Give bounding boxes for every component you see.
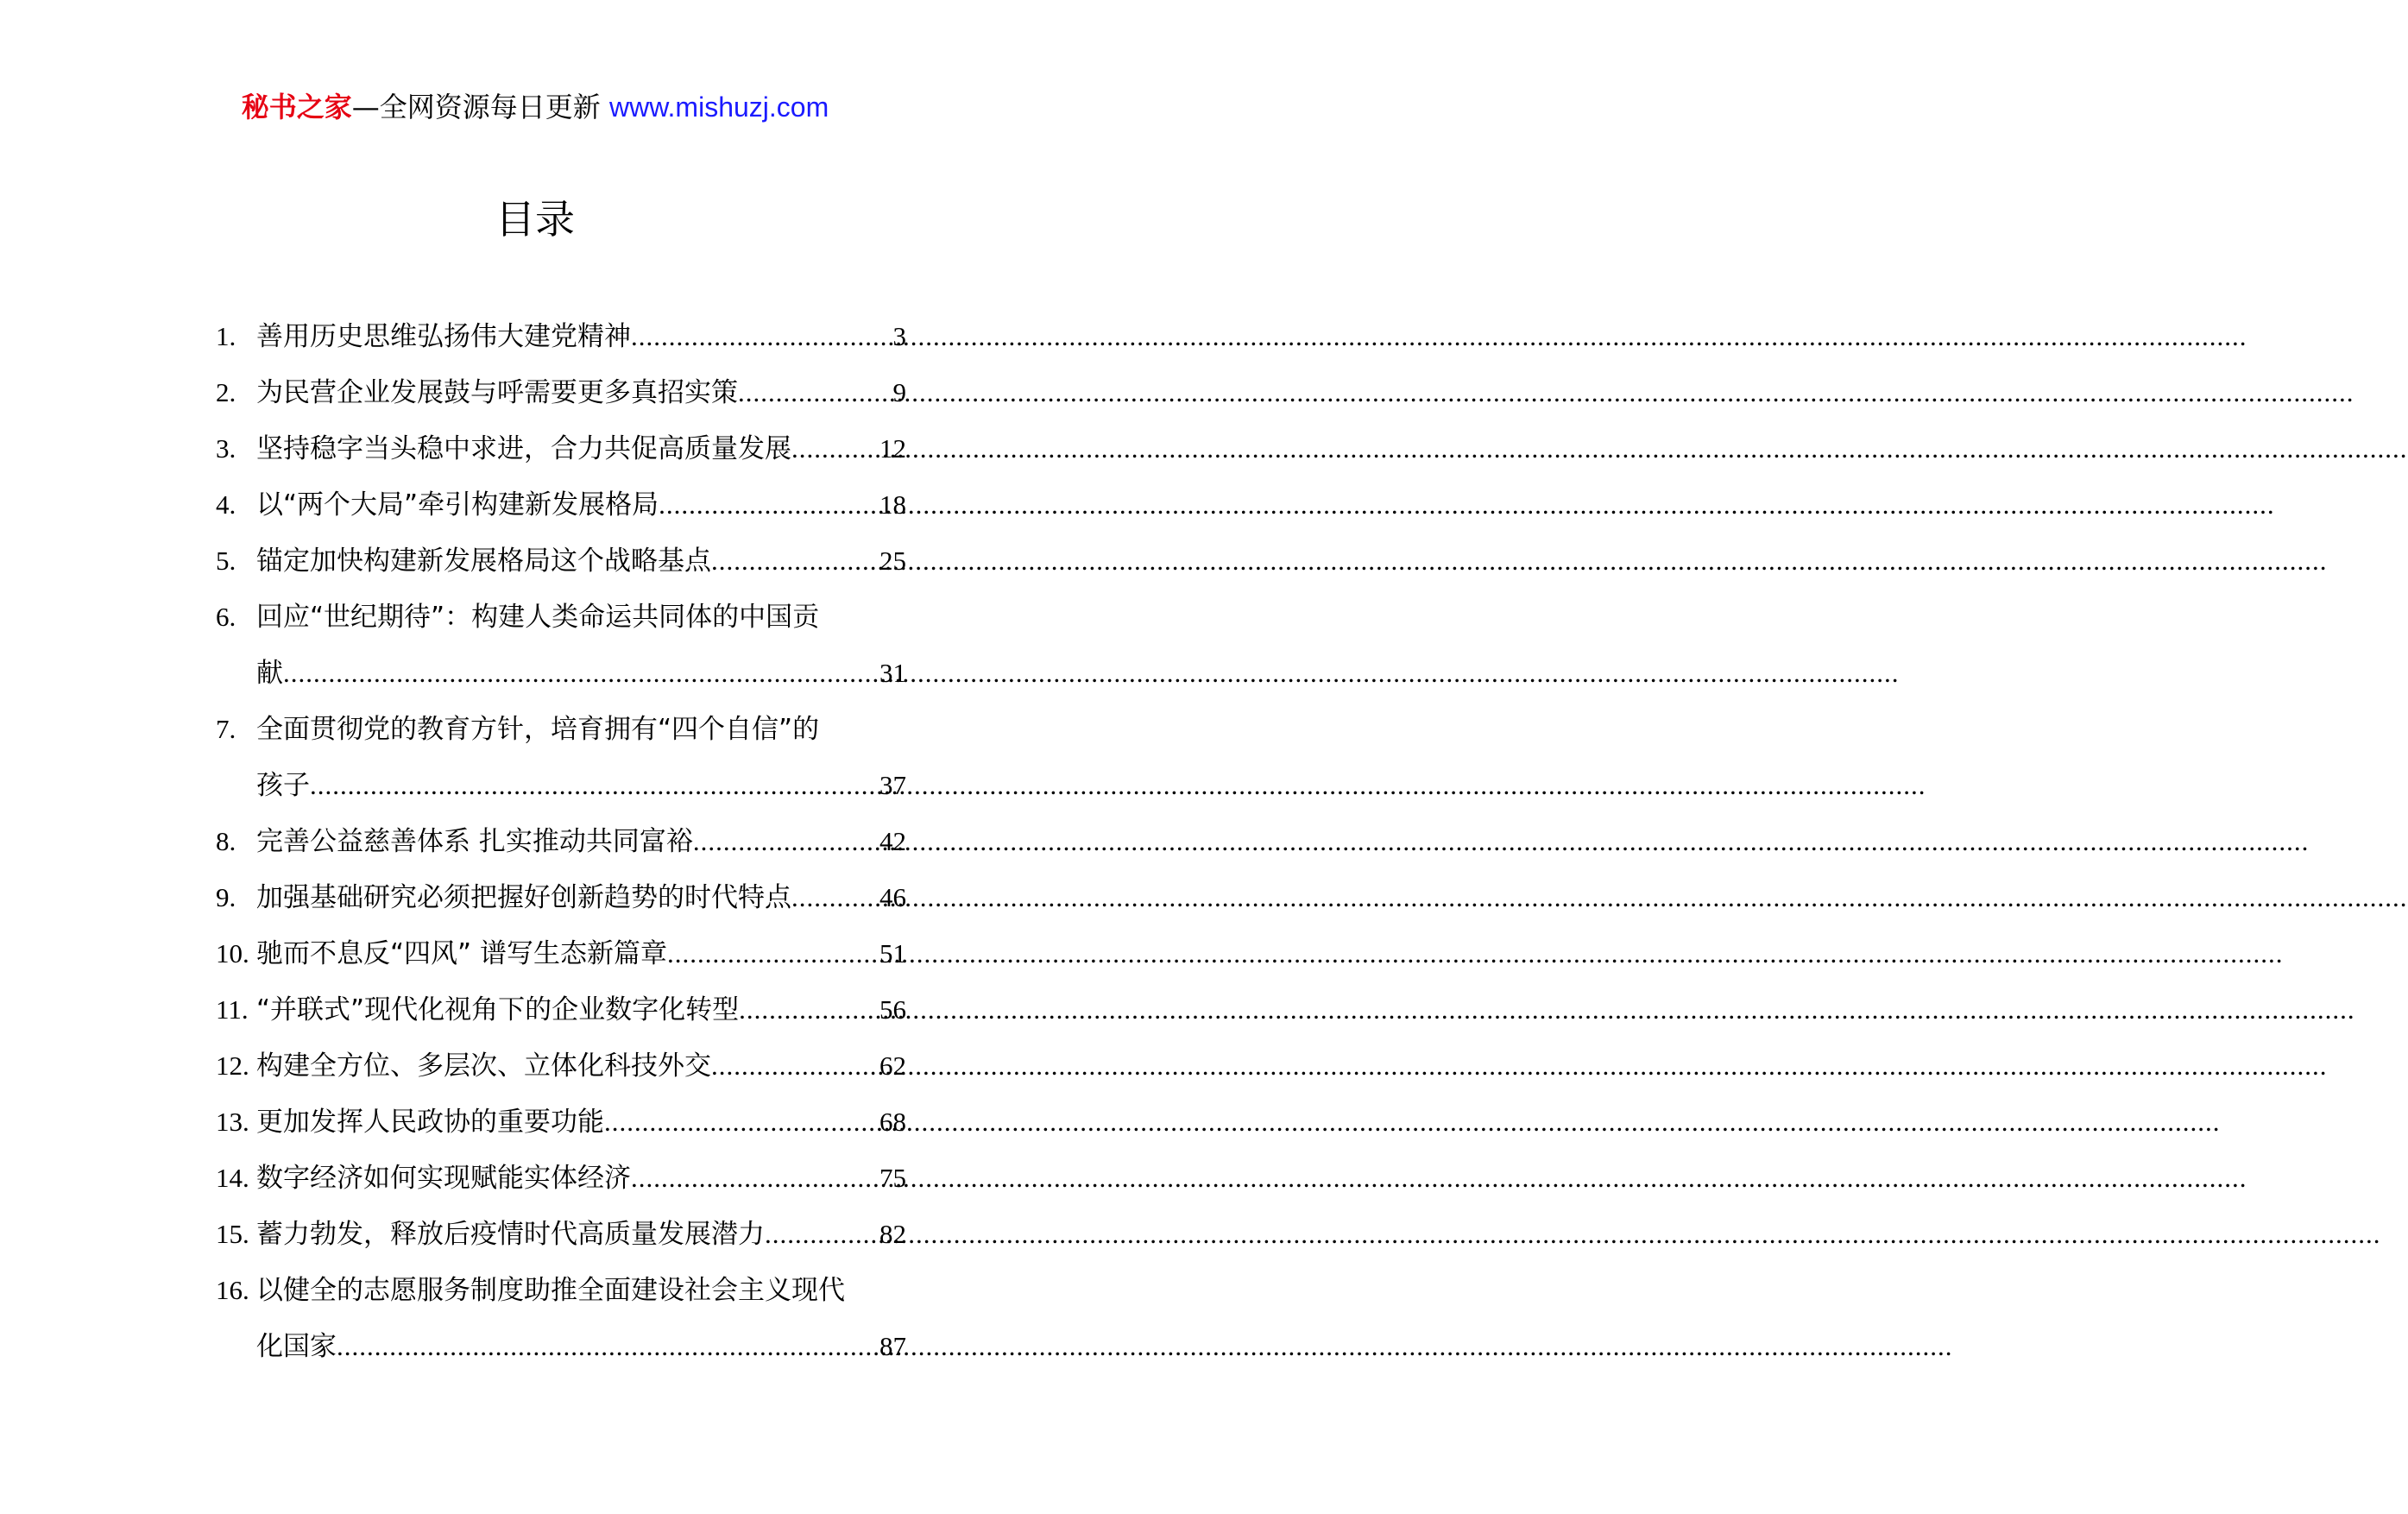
toc-entry-title: 化国家 [256,1331,337,1362]
toc-line [216,476,906,533]
toc-entry-number: 13. [216,1107,249,1137]
toc-leader-dots [739,981,878,1038]
toc-entry-title: 以健全的志愿服务制度助推全面建设社会主义现代 [256,1275,845,1306]
toc-page-number: 37 [879,770,906,800]
toc-line [216,1262,906,1318]
toc-line [216,869,906,925]
toc-leader-dots [738,364,892,420]
toc-leader-dots [693,813,878,869]
toc-line [216,1318,906,1374]
toc-entry-number: 15. [216,1219,249,1249]
toc-entry-number: 6. [216,602,236,632]
toc-entry-number: 3. [216,433,236,464]
toc-entry-title: 献 [256,658,283,689]
toc-entry[interactable] [216,869,906,925]
brand-name: 秘书之家 [241,91,352,123]
toc-entry-title: 坚持稳字当头稳中求进，合力共促高质量发展 [256,433,791,464]
toc-entry[interactable] [216,476,906,533]
toc-page-number: 25 [879,546,906,576]
toc-page-number: 68 [879,1107,906,1137]
toc-line [216,589,906,645]
toc-leader-dots [791,869,878,925]
toc-entry-title: 锚定加快构建新发展格局这个战略基点 [256,546,711,577]
toc-page-number: 56 [879,994,906,1025]
toc-leader-dots [604,1094,878,1150]
toc-leader-dots [337,1318,878,1374]
toc-entry[interactable] [216,813,906,869]
toc-entry-number: 11. [216,994,249,1025]
toc-entry[interactable] [216,1150,906,1206]
toc-entry-title: 蓄力勃发，释放后疫情时代高质量发展潜力 [256,1219,765,1250]
toc-entry-title: 回应“世纪期待”：构建人类命运共同体的中国贡 [256,602,820,633]
toc-line [216,981,906,1038]
toc-leader-dots [711,533,878,589]
toc-page-number: 3 [892,321,906,351]
toc-entry[interactable] [216,1262,906,1374]
toc-entry[interactable] [216,1094,906,1150]
toc-entry-number: 16. [216,1275,249,1305]
toc-line [216,757,906,813]
toc-entry-number: 10. [216,938,249,968]
toc-page-number: 62 [879,1050,906,1081]
toc-line [216,420,906,476]
toc-line [216,1150,906,1206]
toc-line [216,813,906,869]
toc-line [216,533,906,589]
toc-page-number: 51 [879,938,906,968]
toc-entry-title: 孩子 [256,770,310,801]
toc-entry[interactable] [216,1206,906,1262]
toc-entry-number: 4. [216,489,236,520]
toc-line [216,645,906,701]
toc-entry[interactable] [216,589,906,701]
site-header [0,86,1070,128]
toc-entry-number: 8. [216,826,236,856]
toc-entry-title: 加强基础研究必须把握好创新趋势的时代特点 [256,882,791,913]
toc-entry[interactable] [216,1038,906,1094]
toc-entry[interactable] [216,308,906,364]
toc-entry-number: 1. [216,321,236,351]
toc-page-number: 82 [879,1219,906,1249]
toc-line [216,701,906,757]
toc-entry-title: 构建全方位、多层次、立体化科技外交 [256,1050,711,1082]
toc-entry-title: 数字经济如何实现赋能实体经济 [256,1163,631,1194]
toc-page-number: 75 [879,1163,906,1193]
toc-entry-title: 驰而不息反“四风” 谱写生态新篇章 [256,938,667,969]
toc-leader-dots [667,925,878,981]
toc-entry-number: 7. [216,714,236,744]
toc-leader-dots [310,757,878,813]
toc-entry[interactable] [216,701,906,813]
toc-line [216,308,906,364]
toc-entry-number: 14. [216,1163,249,1193]
toc-line [216,364,906,420]
toc-entry-title: 全面贯彻党的教育方针，培育拥有“四个自信”的 [256,714,820,745]
toc-leader-dots [283,645,878,701]
toc-entry[interactable] [216,533,906,589]
toc-leader-dots [711,1038,878,1094]
toc-page-number: 31 [879,658,906,688]
toc-page-number: 12 [879,433,906,464]
toc-leader-dots [631,308,892,364]
toc-entry-title: 为民营企业发展鼓与呼需要更多真招实策 [256,377,738,408]
toc-leader-dots [791,420,878,476]
header-tagline: —全网资源每日更新 [351,91,601,123]
toc-leader-dots [659,476,878,533]
toc-entry[interactable] [216,981,906,1038]
toc-entry-number: 2. [216,377,236,407]
toc-entry[interactable] [216,925,906,981]
table-of-contents [216,308,906,1374]
toc-entry[interactable] [216,420,906,476]
toc-line [216,1094,906,1150]
toc-entry-title: 以“两个大局”牵引构建新发展格局 [256,489,659,520]
toc-page-number: 46 [879,882,906,912]
toc-page-number: 42 [879,826,906,856]
toc-entry-number: 12. [216,1050,249,1081]
page-title: 目录 [495,196,575,243]
toc-leader-dots [765,1206,878,1262]
toc-line [216,925,906,981]
toc-entry[interactable] [216,364,906,420]
toc-entry-title: 善用历史思维弘扬伟大建党精神 [256,321,631,352]
toc-line [216,1038,906,1094]
toc-entry-title: 更加发挥人民政协的重要功能 [256,1107,604,1138]
toc-line [216,1206,906,1262]
toc-page-number: 9 [892,377,906,407]
toc-page-number: 87 [879,1331,906,1361]
toc-entry-title: “并联式”现代化视角下的企业数字化转型 [256,994,740,1025]
site-url-link[interactable]: www.mishuzj.com [608,91,829,123]
toc-leader-dots [631,1150,878,1206]
toc-entry-title: 完善公益慈善体系 扎实推动共同富裕 [256,826,693,857]
toc-entry-number: 9. [216,882,236,912]
toc-page-number: 18 [879,489,906,520]
toc-entry-number: 5. [216,546,236,576]
